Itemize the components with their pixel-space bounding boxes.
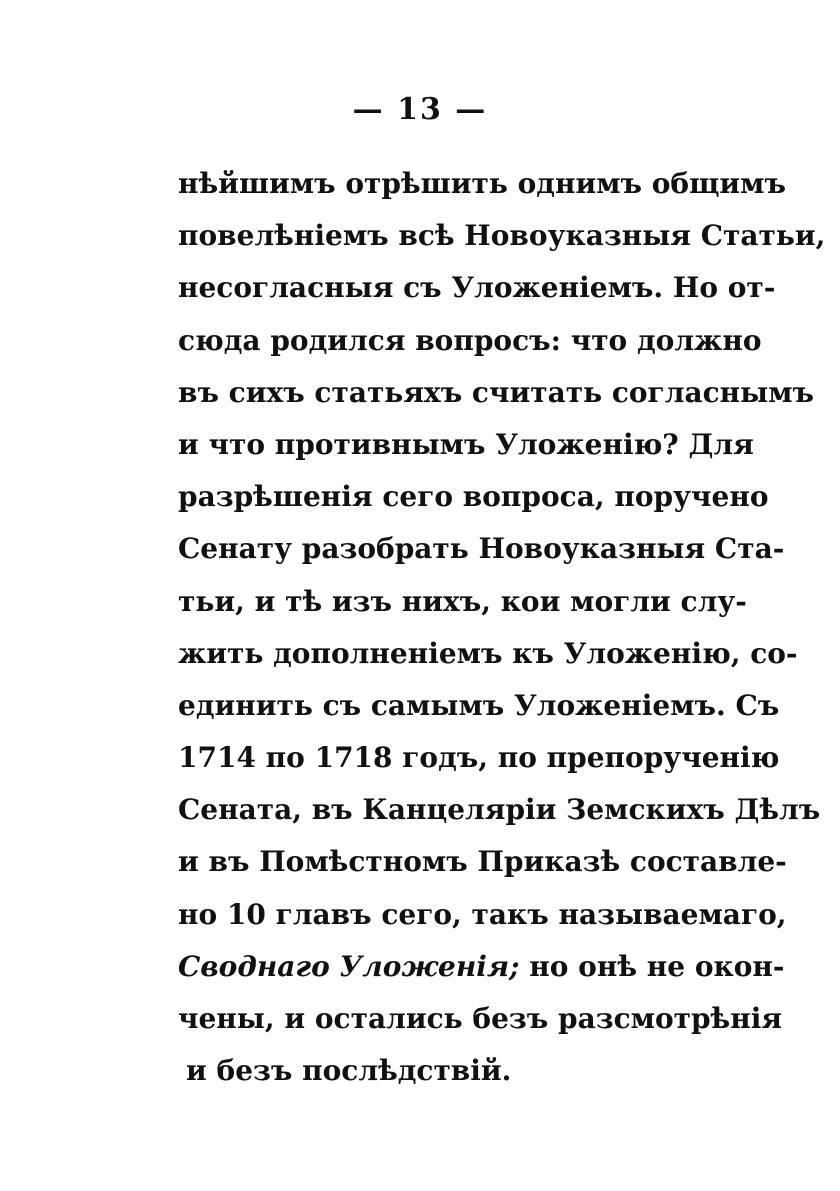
text-line: тьи, и тѣ изъ нихъ, кои могли слу-	[178, 584, 747, 618]
text-line-with-italic	[178, 941, 785, 993]
text-line-final: и безъ послѣдствій.	[186, 1054, 512, 1088]
text-line: Сенату разобрать Новоуказныя Ста-	[178, 532, 785, 566]
line-continuation: но онѣ не окон-	[519, 949, 785, 983]
page-number: — 13 —	[352, 92, 488, 127]
text-line: жить дополненіемъ къ Уложенію, со-	[178, 636, 798, 670]
text-line: но 10 главъ сего, такъ называемаго,	[178, 897, 787, 931]
text-line: 1714 по 1718 годъ, по препорученію	[178, 741, 780, 775]
body-text	[178, 158, 826, 1097]
text-line: нѣйшимъ отрѣшить однимъ общимъ	[178, 167, 786, 200]
text-line: единить съ самымъ Уложеніемъ. Съ	[178, 688, 780, 722]
text-line: сюда родился вопросъ: что должно	[178, 323, 762, 357]
text-line: Сената, въ Канцеляріи Земскихъ Дѣлъ	[178, 793, 821, 827]
text-line: и что противнымъ Уложенію? Для	[178, 427, 754, 461]
text-line: и въ Помѣстномъ Приказѣ составле-	[178, 845, 787, 879]
text-line: разрѣшенія сего вопроса, поручено	[178, 480, 769, 514]
text-line: повелѣніемъ всѣ Новоуказныя Статьи,	[178, 219, 826, 253]
italic-title: Своднаго Уложенія;	[178, 949, 520, 983]
text-line: несогласныя съ Уложеніемъ. Но от-	[178, 271, 776, 305]
text-line: чены, и остались безъ разсмотрѣнія	[178, 1002, 783, 1035]
text-line: въ сихъ статьяхъ считать согласнымъ	[178, 375, 815, 409]
